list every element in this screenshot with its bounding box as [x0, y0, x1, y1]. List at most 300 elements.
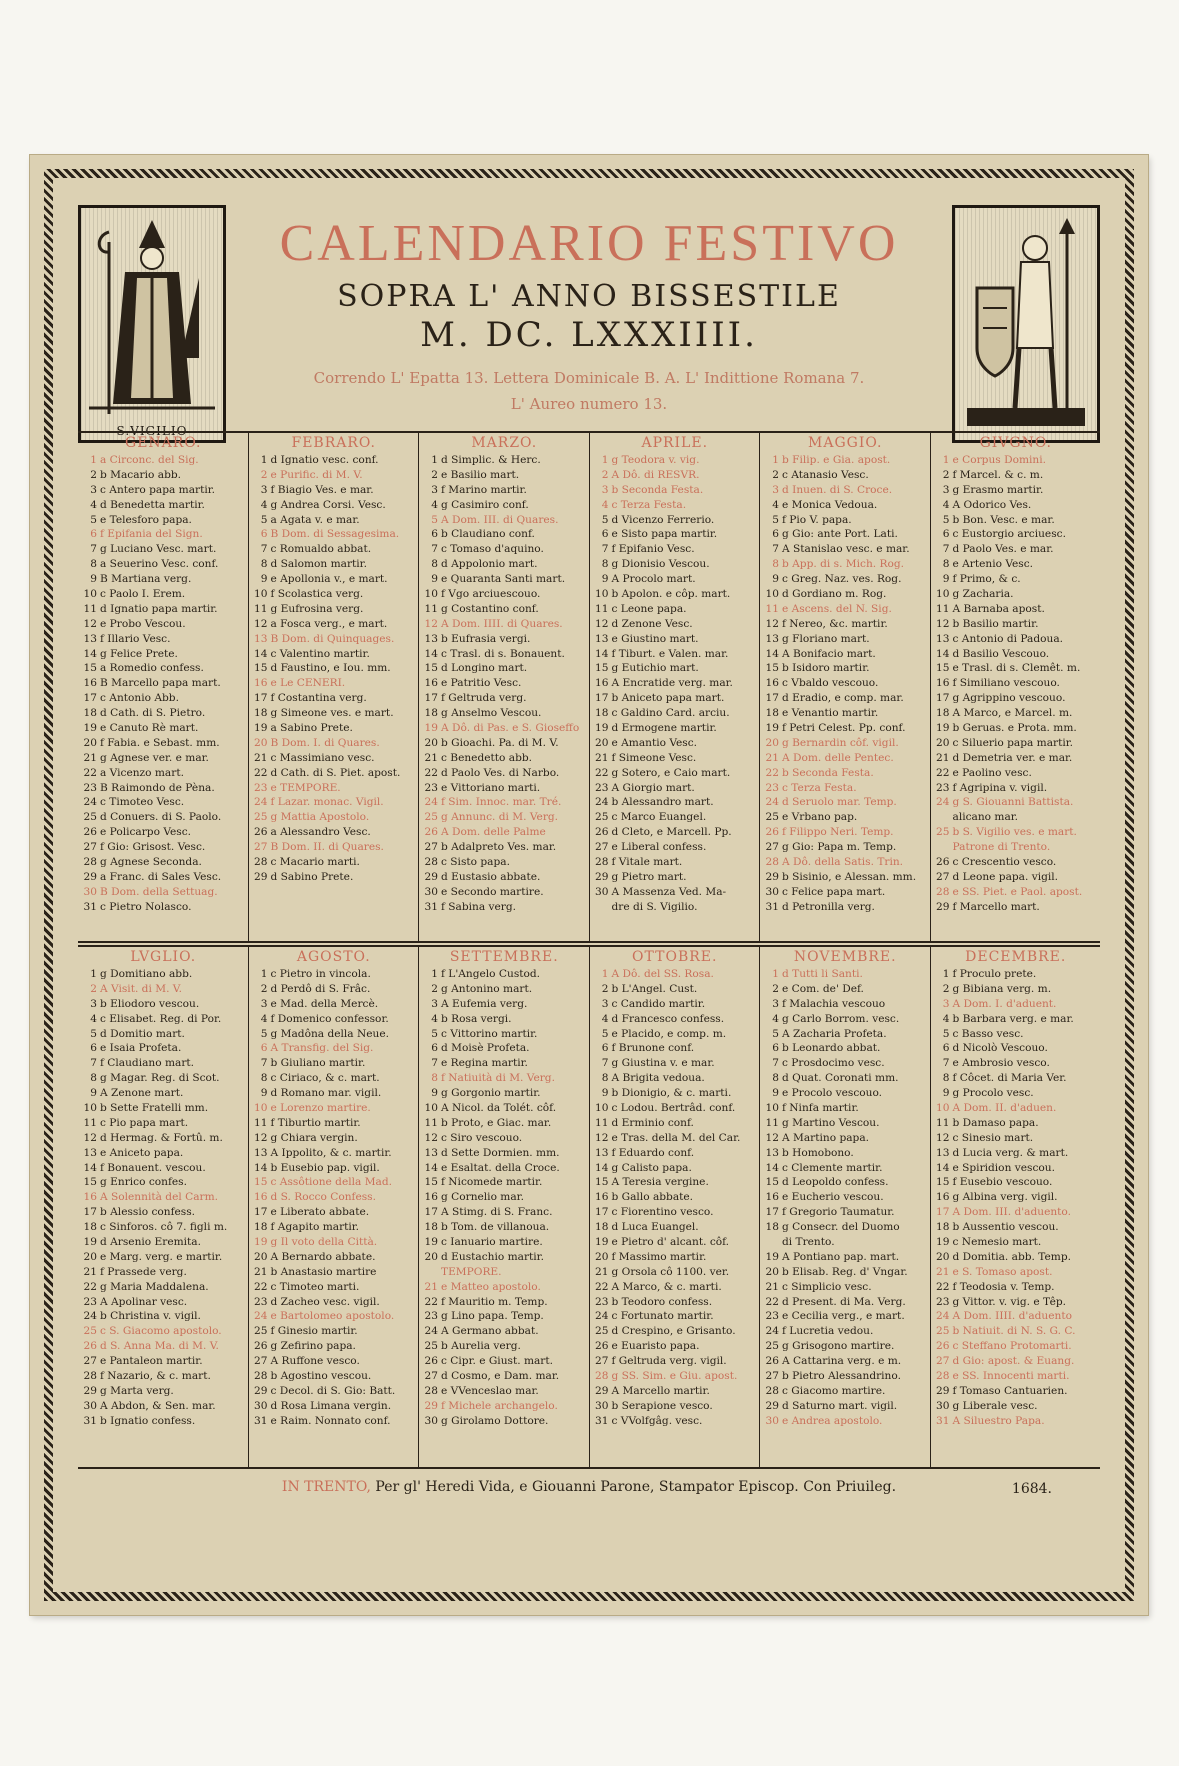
day-number: 29 [765, 870, 779, 883]
day-entry [253, 967, 416, 982]
day-number: 20 [424, 1250, 438, 1263]
day-number: 17 [424, 692, 438, 705]
day-entry [82, 997, 245, 1012]
day-number: 15 [595, 662, 609, 675]
day-number: 23 [83, 781, 97, 794]
day-text: f Teodosia v. Temp. [952, 1280, 1055, 1293]
day-entry [82, 1369, 245, 1384]
day-entry [594, 587, 757, 602]
day-text: alicano mar. [952, 811, 1019, 824]
day-list [594, 967, 757, 1429]
day-text: c Fortunato martir. [611, 1310, 714, 1323]
day-text: d Cleto, e Marcell. Pp. [611, 826, 732, 839]
day-entry [423, 1012, 586, 1027]
day-entry [764, 1161, 927, 1176]
day-number: 3 [942, 483, 950, 496]
day-text: d Longino mart. [441, 662, 528, 675]
day-entry [935, 617, 1098, 632]
day-list [935, 967, 1098, 1429]
day-text: b S. Vigilio ves. e mart. [952, 826, 1077, 839]
day-entry [253, 542, 416, 557]
day-entry [423, 840, 586, 855]
day-entry [82, 602, 245, 617]
day-number: 23 [424, 1310, 438, 1323]
day-number: 13 [765, 632, 779, 645]
day-entry [82, 691, 245, 706]
day-text: b Eliodoro vescou. [100, 997, 200, 1010]
day-text: f Eusebio vescouo. [952, 1176, 1053, 1189]
day-text: a Fosca verg., e mart. [270, 617, 388, 630]
day-number: 20 [936, 1250, 950, 1263]
day-text: A Dom. I. d'aduent. [952, 997, 1057, 1010]
day-entry [423, 766, 586, 781]
day-number: 25 [83, 1325, 97, 1338]
day-number: 3 [601, 483, 609, 496]
day-number: 23 [765, 781, 779, 794]
day-entry [764, 1086, 927, 1101]
day-text: Patrone di Trento. [952, 841, 1051, 854]
day-text: c Cipr. e Giust. mart. [441, 1355, 553, 1368]
day-entry [423, 967, 586, 982]
day-entry [764, 587, 927, 602]
day-list [594, 453, 757, 915]
day-number: 30 [83, 1399, 97, 1412]
day-list [423, 453, 586, 915]
day-text: c Greg. Naz. ves. Rog. [782, 573, 902, 586]
feast-day-entry [253, 736, 416, 751]
feast-day-entry [935, 885, 1098, 900]
day-number: 29 [936, 1384, 950, 1397]
day-number: 29 [595, 870, 609, 883]
day-entry [423, 1146, 586, 1161]
day-entry [253, 513, 416, 528]
day-number: 9 [772, 573, 779, 586]
day-entry [935, 1384, 1098, 1399]
day-text: f Costantina verg. [270, 692, 367, 705]
day-text: b Serapione vesco. [611, 1399, 713, 1412]
day-text: c Trasl. di s. Bonauent. [441, 647, 565, 660]
day-text: f Marino martir. [441, 483, 527, 496]
day-entry [82, 1265, 245, 1280]
day-text: g Pietro mart. [611, 870, 687, 883]
day-number: 5 [601, 1027, 609, 1040]
day-entry [764, 1220, 927, 1235]
day-number: 8 [772, 1072, 779, 1085]
day-number: 8 [431, 558, 438, 571]
day-number: 27 [83, 1355, 97, 1368]
day-number: 16 [595, 677, 609, 690]
day-list [253, 453, 416, 885]
day-text: b Alessio confess. [100, 1206, 196, 1219]
feast-day-entry [253, 1175, 416, 1190]
day-number: 22 [424, 1295, 438, 1308]
day-text: b App. di s. Mich. Rog. [782, 558, 905, 571]
day-number: 19 [424, 722, 438, 735]
day-entry [423, 602, 586, 617]
day-number: 23 [83, 1295, 97, 1308]
day-entry [423, 483, 586, 498]
day-number: 24 [424, 796, 438, 809]
day-text: g Albina verg. vigil. [952, 1191, 1058, 1204]
day-number: 27 [424, 841, 438, 854]
day-text: f Primo, & c. [952, 573, 1021, 586]
day-number: 27 [765, 1370, 779, 1383]
day-entry [253, 1071, 416, 1086]
feast-day-entry [253, 632, 416, 647]
day-number: 23 [595, 1295, 609, 1308]
day-text: e Euaristo papa. [611, 1340, 700, 1353]
day-text: d Francesco confess. [611, 1012, 725, 1025]
day-text: A Teresia vergine. [611, 1176, 709, 1189]
day-entry [423, 691, 586, 706]
day-number: 27 [254, 841, 268, 854]
day-text: A Germano abbat. [441, 1325, 539, 1338]
day-text: b Giuliano martir. [270, 1057, 366, 1070]
day-number: 7 [431, 1057, 438, 1070]
day-text: g Annunc. di M. Verg. [441, 811, 559, 824]
day-text: A Giorgio mart. [611, 781, 695, 794]
day-text: e Procolo vescouo. [782, 1087, 883, 1100]
feast-day-entry [935, 453, 1098, 468]
day-number: 18 [595, 707, 609, 720]
day-text: f Claudiano mart. [100, 1057, 195, 1070]
day-text: g Agnese ver. e mar. [100, 751, 209, 764]
day-text: g Agnese Seconda. [100, 856, 202, 869]
page-title: CALENDARIO FESTIVO [279, 215, 899, 272]
day-number: 12 [765, 1131, 779, 1144]
day-number: 13 [595, 632, 609, 645]
day-text: e Vittoriano marti. [441, 781, 541, 794]
day-number: 30 [765, 1414, 779, 1427]
day-text: c Massimiano vesc. [270, 751, 375, 764]
day-text: g Casimiro conf. [441, 498, 529, 511]
day-number: 9 [772, 1087, 779, 1100]
day-number: 18 [83, 1221, 97, 1234]
day-entry [935, 1056, 1098, 1071]
month-column [930, 947, 1101, 1467]
day-text: g Sotero, e Caio mart. [611, 766, 731, 779]
day-text: g Procolo vesc. [952, 1087, 1034, 1100]
month-column [759, 947, 930, 1467]
day-entry [82, 1280, 245, 1295]
day-number: 21 [936, 1265, 950, 1278]
day-entry [82, 721, 245, 736]
day-text: A Zenone mart. [100, 1087, 184, 1100]
day-number: 18 [254, 1221, 268, 1234]
day-entry [764, 572, 927, 587]
day-text: f L'Angelo Custod. [441, 968, 541, 980]
sheet-content [66, 191, 1112, 1579]
day-entry [935, 810, 1098, 825]
day-number: 24 [595, 1310, 609, 1323]
day-text: b Sette Fratelli mm. [100, 1102, 209, 1115]
month-column [930, 433, 1101, 941]
day-number: 21 [83, 1265, 97, 1278]
day-number: 11 [765, 602, 779, 615]
day-text: b Adalpreto Ves. mar. [441, 841, 557, 854]
day-entry [423, 1414, 586, 1429]
month-column [78, 947, 248, 1467]
day-entry [935, 1399, 1098, 1414]
day-number: 19 [254, 1236, 268, 1249]
day-text: d Cath. di S. Piet. apost. [270, 766, 401, 779]
day-entry [82, 870, 245, 885]
day-number: 8 [90, 1072, 97, 1085]
saint-vigilio-woodcut [78, 205, 226, 443]
day-text: g Girolamo Dottore. [441, 1414, 549, 1427]
day-entry [82, 1235, 245, 1250]
day-number: 11 [424, 602, 438, 615]
day-text: A Massenza Ved. Ma- [611, 885, 727, 898]
day-entry [594, 1116, 757, 1131]
feast-day-entry [253, 810, 416, 825]
day-text: c Crescentio vesco. [952, 856, 1057, 869]
day-entry [253, 1280, 416, 1295]
day-number: 23 [936, 1295, 950, 1308]
feast-day-entry [935, 1205, 1098, 1220]
day-text: e SS. Piet. e Paol. apost. [952, 885, 1083, 898]
day-text: f Bonauent. vescou. [100, 1161, 206, 1174]
day-number: 12 [936, 617, 950, 630]
day-text: b Agostino vescou. [270, 1370, 372, 1383]
day-text: f Lazar. monac. Vigil. [270, 796, 384, 809]
feast-day-entry [253, 1235, 416, 1250]
imprint-year: 1684. [1011, 1481, 1052, 1497]
day-entry [764, 1027, 927, 1042]
day-number: 28 [936, 1370, 950, 1383]
day-text: f Epifanio Vesc. [611, 543, 695, 556]
day-number: 29 [936, 900, 950, 913]
day-entry [423, 468, 586, 483]
day-entry [594, 795, 757, 810]
day-number: 12 [936, 1131, 950, 1144]
day-number: 10 [83, 588, 97, 601]
day-entry [423, 647, 586, 662]
day-entry [253, 982, 416, 997]
feast-day-entry [253, 1101, 416, 1116]
day-number: 27 [424, 1370, 438, 1383]
day-text: c Siluerio papa martir. [952, 736, 1074, 749]
day-number: 12 [595, 617, 609, 630]
day-entry [935, 661, 1098, 676]
day-number: 3 [90, 483, 97, 496]
day-text: f Similiano vescouo. [952, 677, 1060, 690]
day-text: d Domitio mart. [100, 1027, 185, 1040]
feast-day-entry [594, 453, 757, 468]
day-number: 26 [424, 1355, 438, 1368]
day-text: b Elisab. Reg. d' Vngar. [782, 1265, 908, 1278]
day-number: 1 [942, 968, 950, 980]
day-entry [423, 1250, 586, 1265]
day-text: A Nicol. da Tolét. côf. [441, 1102, 557, 1115]
day-entry [935, 766, 1098, 781]
day-number: 31 [254, 1414, 268, 1427]
day-text: c Prosdocimo vesc. [782, 1057, 885, 1070]
day-text: g Andrea Corsi. Vesc. [270, 498, 386, 511]
day-entry [423, 661, 586, 676]
month-name: APRILE. [641, 435, 709, 451]
day-entry [764, 1265, 927, 1280]
day-text: a Agata v. e mar. [270, 513, 360, 526]
day-number: 6 [772, 528, 779, 541]
day-text: d Salomon martir. [270, 558, 367, 571]
day-number: 28 [595, 1370, 609, 1383]
day-entry [594, 691, 757, 706]
day-entry [253, 1384, 416, 1399]
day-entry [82, 632, 245, 647]
month-column [418, 947, 589, 1467]
day-text: e Liberato abbate. [270, 1206, 370, 1219]
day-text: A Bernardo abbate. [270, 1250, 376, 1263]
day-text: f Agapito martir. [270, 1221, 360, 1234]
day-entry [594, 1190, 757, 1205]
feast-day-entry [253, 840, 416, 855]
day-entry [423, 781, 586, 796]
day-number: 17 [936, 1206, 950, 1219]
day-entry [764, 870, 927, 885]
day-number: 8 [90, 558, 97, 571]
day-number: 15 [765, 1176, 779, 1189]
day-number: 20 [83, 736, 97, 749]
day-entry [423, 453, 586, 468]
day-number: 4 [942, 498, 950, 511]
day-number: 6 [942, 1042, 950, 1055]
day-text: d Sette Dormien. mm. [441, 1146, 560, 1159]
day-number: 7 [431, 543, 438, 556]
day-text: f Domenico confessor. [270, 1012, 389, 1025]
day-text: B Dom. di Quinquages. [270, 632, 395, 645]
day-number: 30 [595, 885, 609, 898]
day-text: b Gioachi. Pa. di M. V. [441, 736, 559, 749]
day-number: 27 [83, 841, 97, 854]
day-number: 7 [260, 1057, 268, 1070]
day-text: c Assôtione della Mad. [270, 1176, 393, 1189]
day-number: 1 [772, 454, 779, 466]
day-number: 24 [936, 796, 950, 809]
day-text: f Vitale mart. [611, 856, 683, 869]
day-text: f Mauritio m. Temp. [441, 1295, 548, 1308]
day-entry [423, 1220, 586, 1235]
day-text: e Eucherio vescou. [782, 1191, 884, 1204]
day-text: c Giacomo martire. [782, 1384, 886, 1397]
day-entry [935, 1041, 1098, 1056]
feast-day-entry [253, 527, 416, 542]
day-entry [935, 1295, 1098, 1310]
feast-day-entry [423, 513, 586, 528]
day-number: 8 [772, 558, 779, 571]
day-number: 28 [254, 856, 268, 869]
day-entry [423, 1369, 586, 1384]
calendar-first-half [78, 431, 1100, 943]
day-entry [253, 1414, 416, 1429]
day-text: A Stanislao vesc. e mar. [782, 543, 910, 556]
day-text: e Isaia Profeta. [100, 1042, 182, 1055]
day-entry [764, 1131, 927, 1146]
day-text: f Sabina verg. [441, 900, 517, 913]
day-entry [423, 1161, 586, 1176]
day-number: 5 [431, 513, 438, 526]
day-text: c Clemente martir. [782, 1161, 883, 1174]
day-number: 2 [601, 982, 609, 995]
day-number: 8 [601, 1072, 609, 1085]
day-entry [423, 1027, 586, 1042]
day-entry [82, 1056, 245, 1071]
day-text: A Brigita vedoua. [611, 1072, 705, 1085]
day-entry [423, 855, 586, 870]
month-column [248, 947, 419, 1467]
day-text: f Geltruda verg. [441, 692, 527, 705]
day-list [764, 453, 927, 915]
day-entry [82, 1101, 245, 1116]
day-text: d Appolonio mart. [441, 558, 538, 571]
day-text: B Dom. di Sessagesima. [270, 528, 400, 541]
day-number: 26 [424, 826, 438, 839]
day-text: e Vrbano pap. [782, 811, 858, 824]
day-number: 21 [83, 751, 97, 764]
day-list [764, 967, 927, 1429]
day-text: A Marco, e Marcel. m. [952, 707, 1073, 720]
day-number: 29 [83, 870, 97, 883]
day-number: 22 [936, 766, 950, 779]
feast-day-entry [253, 1041, 416, 1056]
day-entry [594, 602, 757, 617]
epatta-line: Correndo L' Epatta 13. Lettera Dominicale B. A. L' Indittione Romana 7. [313, 369, 865, 387]
day-text: f Biagio Ves. e mar. [270, 483, 374, 496]
day-text: d Simplic. & Herc. [441, 454, 541, 466]
day-entry [423, 557, 586, 572]
day-text: g Agrippino vescouo. [952, 692, 1066, 705]
feast-day-entry [764, 766, 927, 781]
day-text: f Sim. Innoc. mar. Tré. [441, 796, 562, 809]
day-number: 1 [260, 454, 268, 466]
feast-day-entry [423, 810, 586, 825]
day-text: d Eustasio abbate. [441, 870, 541, 883]
day-entry [935, 513, 1098, 528]
day-number: 30 [83, 885, 97, 898]
day-text: d Sabino Prete. [270, 870, 354, 883]
day-entry [594, 855, 757, 870]
day-number: 16 [936, 677, 950, 690]
day-number: 27 [254, 1355, 268, 1368]
day-number: 26 [254, 1340, 268, 1353]
day-number: 28 [254, 1370, 268, 1383]
day-number: 15 [254, 662, 268, 675]
day-entry [423, 542, 586, 557]
feast-day-entry [764, 557, 927, 572]
day-text: e S. Tomaso apost. [952, 1265, 1053, 1278]
day-number: 5 [260, 513, 268, 526]
day-number: 21 [424, 751, 438, 764]
day-number: 28 [765, 1384, 779, 1397]
day-text: f Natiuità di M. Verg. [441, 1072, 555, 1085]
feast-day-entry [935, 1265, 1098, 1280]
day-entry [253, 572, 416, 587]
day-text: d S. Anna Ma. di M. V. [100, 1340, 219, 1353]
day-number: 29 [254, 1384, 268, 1397]
day-entry [935, 736, 1098, 751]
day-number: 27 [936, 870, 950, 883]
day-entry [594, 1071, 757, 1086]
day-number: 25 [254, 811, 268, 824]
day-entry [253, 661, 416, 676]
day-number: 4 [772, 1012, 779, 1025]
day-text: d Seruolo mar. Temp. [782, 796, 897, 809]
day-text: d Present. di Ma. Verg. [782, 1295, 906, 1308]
day-entry [82, 736, 245, 751]
day-text: d Tutti li Santi. [782, 968, 863, 980]
imprint-text: Per gl' Heredi Vida, e Giouanni Parone, Stampator Episcop. Con Priuileg. [375, 1479, 897, 1495]
day-number: 17 [254, 692, 268, 705]
